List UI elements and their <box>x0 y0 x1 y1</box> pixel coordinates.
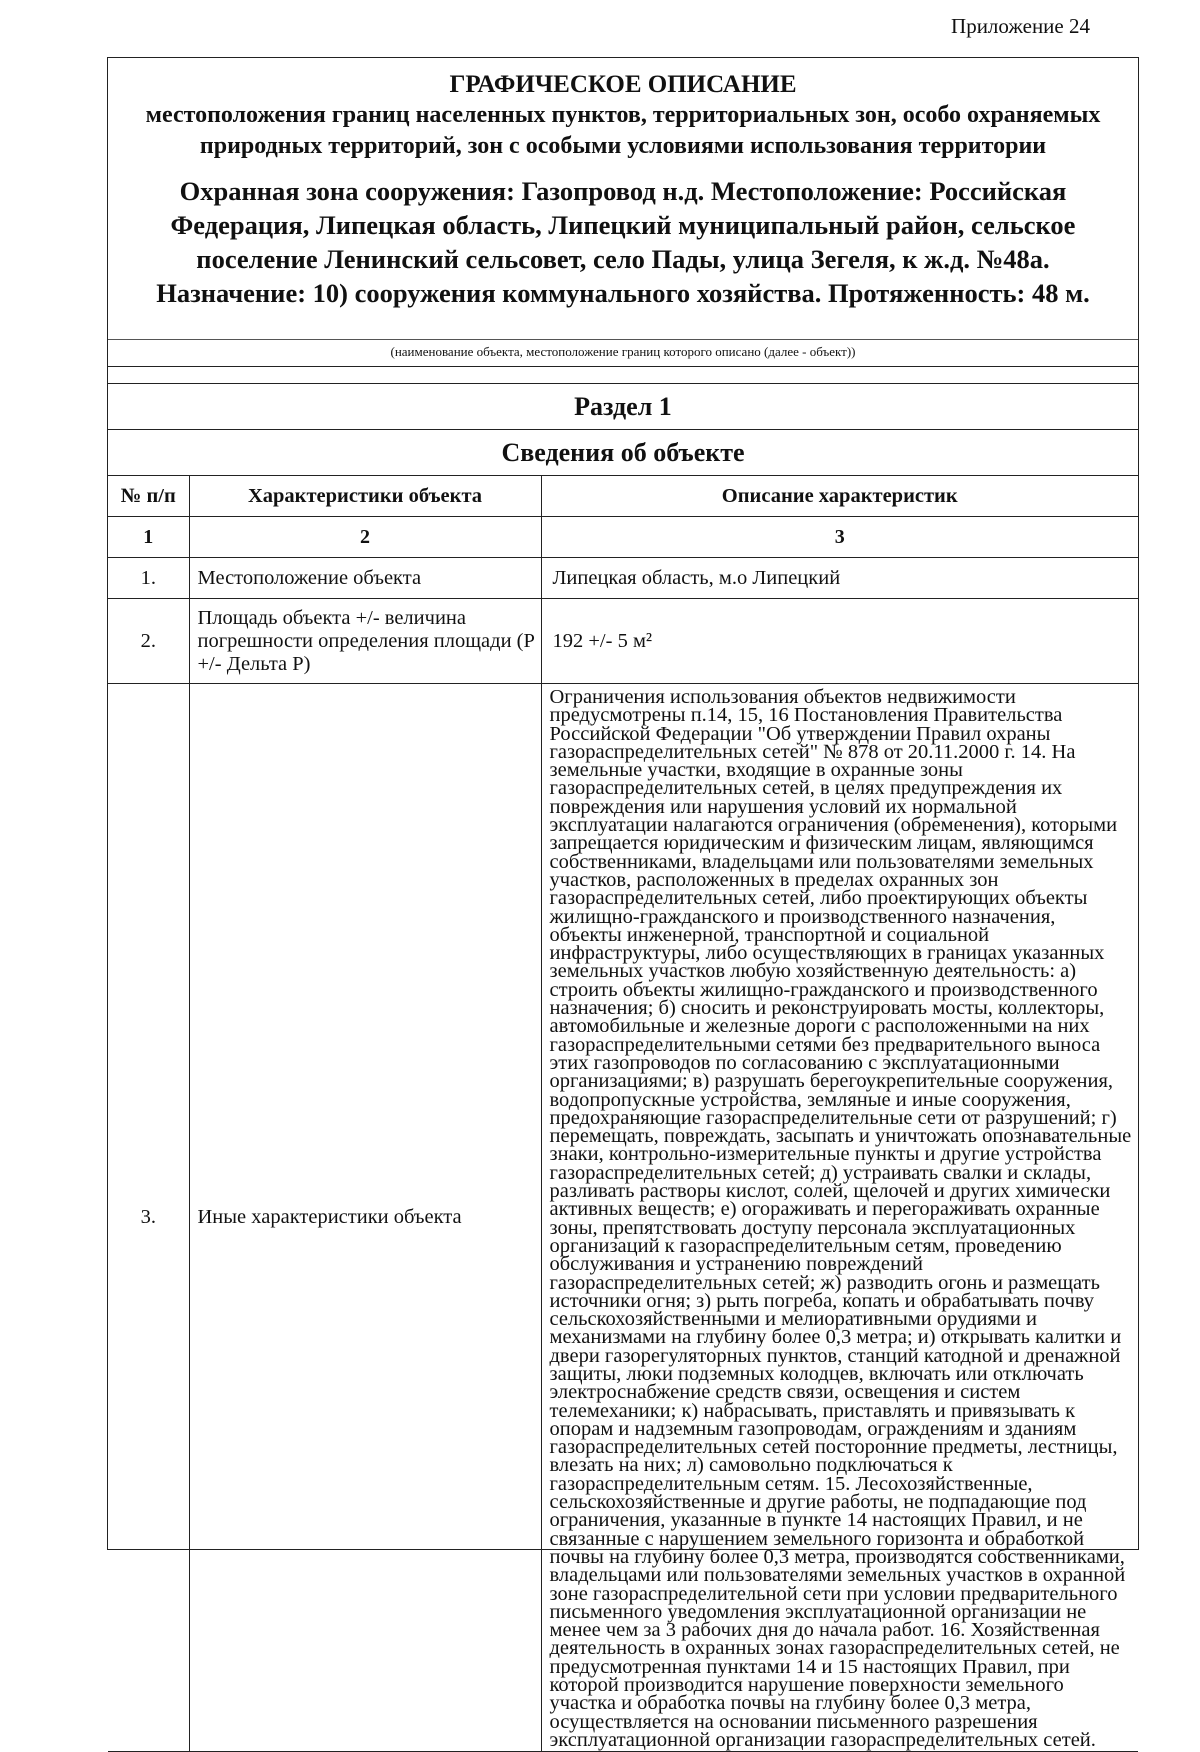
row-characteristic: Иные характеристики объекта <box>189 684 541 1752</box>
object-caption: (наименование объекта, местоположение границ которого описано (далее - объект)) <box>108 339 1138 367</box>
document-title: ГРАФИЧЕСКОЕ ОПИСАНИЕ <box>449 71 797 98</box>
object-line: поселение Ленинский сельсовет, село Пады, улица Зегеля, к ж.д. №48а. <box>196 244 1050 274</box>
table-row <box>108 599 1138 684</box>
row-description: Липецкая область, м.о Липецкий <box>541 558 1138 599</box>
row-number: 3. <box>108 684 189 1752</box>
column-header: Характеристики объекта <box>189 476 541 517</box>
table-row <box>108 558 1138 599</box>
object-description <box>118 174 1128 310</box>
row-characteristic: Местоположение объекта <box>189 558 541 599</box>
appendix-label: Приложение 24 <box>951 14 1090 38</box>
object-line: Охранная зона сооружения: Газопровод н.д. Местоположение: Российская <box>179 176 1067 206</box>
row-number: 2. <box>108 599 189 684</box>
document-frame <box>107 57 1139 1751</box>
column-number: 3 <box>541 517 1138 558</box>
column-number: 1 <box>108 517 189 558</box>
object-line: Федерация, Липецкая область, Липецкий муниципальный район, сельское <box>170 210 1076 240</box>
row-description: Ограничения использования объектов недвижимости предусмотрены п.14, 15, 16 Постановления Правительства Российской Федерации "Об утверждении Правил охраны газораспределительных сетей" № 878 от 20.11.2000 г. 14. На земельные участки, входящие в охранные зоны газораспределительных сетей, в целях предупреждения их повреждения или нарушения условий их нормальной эксплуатации налагаются ограничения (обременения), которыми запрещается юридическим и физическим лицам, являющимся собственниками, владельцами или пользователями земельных участков, расположенных в пределах охранных зон газораспределительных сетей, либо проектирующих объекты жилищно-гражданского и производственного назначения, объекты инженерной, транспортной и социальной инфраструктуры, либо осуществляющих в границах указанных земельных участков любую хозяйственную деятельность: а) строить объекты жилищно-гражданского и производственного назначения; б) сносить и реконструировать мосты, коллекторы, автомобильные и железные дороги с расположенными на них газораспределительными сетями без предварительного выноса этих газопроводов по согласованию с эксплуатационными организациями; в) разрушать берегоукрепительные сооружения, водопропускные устройства, земляные и иные сооружения, предохраняющие газораспределительные сети от разрушений; г) перемещать, повреждать, засыпать и уничтожать опознавательные знаки, контрольно-измерительные пункты и другие устройства газораспределительных сетей; д) устраивать свалки и склады, разливать растворы кислот, солей, щелочей и других химически активных веществ; е) огораживать и перегораживать охранные зоны, препятствовать доступу персонала эксплуатационных организаций к газораспределительным сетям, проведению обслуживания и устранению повреждений газораспределительных сетей; ж) разводить огонь и размещать источники огня; з) рыть погреба, копать и обрабатывать почву сельскохозяйственными и мелиоративными орудиями и механизмами на глубину более 0,3 метра; и) открывать калитки и двери газорегуляторных пунктов, станций катодной и дренажной защиты, люки подземных колодцев, включать или отключать электроснабжение средств связи, освещения и систем телемеханики; к) набрасывать, приставлять и привязывать к опорам и надземным газопроводам, ограждениям и зданиям газораспределительных сетей посторонние предметы, лестницы, влезать на них; л) самовольно подключаться к газораспределительным сетям. 15. Лесохозяйственные, сельскохозяйственные и другие работы, не подпадающие под ограничения, указанные в пункте 14 настоящих Правил, и не связанные с нарушением земельного горизонта и обработкой почвы на глубину более 0,3 метра, производятся собственниками, владельцами или пользователями земельных участков в охранной зоне газораспределительной сети при условии предварительного письменного уведомления эксплуатационной организации не менее чем за 3 рабочих дня до начала работ. 16. Хозяйственная деятельность в охранных зонах газораспределительных сетей, не предусмотренная пунктами 14 и 15 настоящих Правил, при которой производится нарушение поверхности земельного участка и обработка почвы на глубину более 0,3 метра, осуществляется на основании письменного разрешения эксплуатационной организации газораспределительных сетей. <box>541 684 1138 1752</box>
section-title: Раздел 1 <box>108 383 1138 430</box>
object-info-table <box>108 475 1138 1752</box>
document-header <box>108 58 1138 338</box>
table-row <box>108 684 1138 1752</box>
column-number-row <box>108 517 1138 558</box>
row-description: 192 +/- 5 м² <box>541 599 1138 684</box>
section-subtitle: Сведения об объекте <box>108 429 1138 476</box>
row-number: 1. <box>108 558 189 599</box>
object-line: Назначение: 10) сооружения коммунального хозяйства. Протяженность: 48 м. <box>156 278 1090 308</box>
document-subtitle: местоположения границ населенных пунктов, территориальных зон, особо охраняемых природных территорий, зон с особыми условиями использования территории <box>145 102 1101 159</box>
column-header: № п/п <box>108 476 189 517</box>
column-header: Описание характеристик <box>541 476 1138 517</box>
table-header-row <box>108 476 1138 517</box>
row-characteristic: Площадь объекта +/- величина погрешности определения площади (Р +/- Дельта Р) <box>189 599 541 684</box>
column-number: 2 <box>189 517 541 558</box>
